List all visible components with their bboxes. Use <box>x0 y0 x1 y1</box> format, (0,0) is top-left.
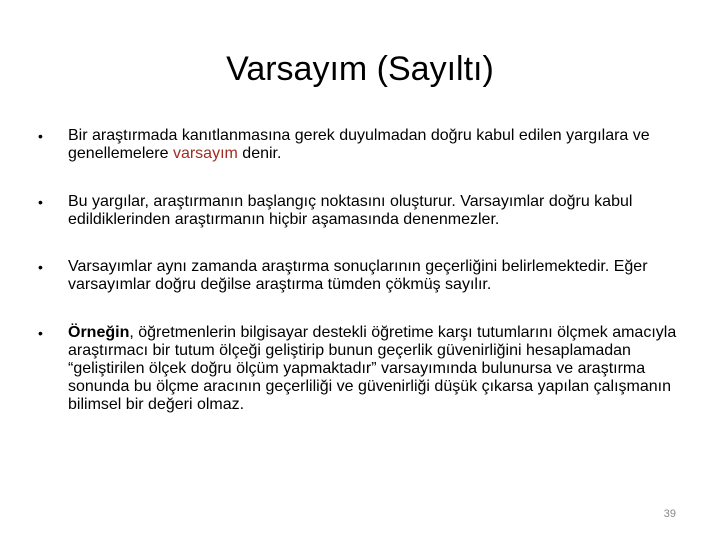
bullet-icon: • <box>38 259 43 275</box>
highlighted-term: varsayım <box>172 145 238 162</box>
bullet-text-rest: , öğretmenlerin bilgisayar destekli öğretime karşı tutumlarını ölçmek amacıyla araştırmacı bir tutum ölçeği geliştirip bunun geçerlik güvenirliğini hesaplamadan “geliştirilen ölçek doğru ölçüm yapmaktadır” varsayımında bulunursa ve araştırma sonunda bu ölçme aracının geçerliliği ve güvenirliği düşük çıkarsa yapılan çalışmanın bilimsel bir değeri olmaz. <box>68 324 677 413</box>
bullet-text-end: denir. <box>237 145 282 162</box>
bullet-list <box>38 127 688 444</box>
bullet-text <box>68 127 650 162</box>
bullet-icon: • <box>38 325 43 341</box>
bullet-text: Bu yargılar, araştırmanın başlangıç noktasını oluşturur. Varsayımlar doğru kabul edildiklerinden araştırmanın hiçbir aşamasında denenmezler. <box>68 193 633 228</box>
bold-lead-word: Örneğin <box>68 324 130 341</box>
page-number: 39 <box>663 508 676 520</box>
slide-title: Varsayım (Sayıltı) <box>226 50 494 88</box>
bullet-icon: • <box>38 128 43 144</box>
bullet-text: Varsayımlar aynı zamanda araştırma sonuçlarının geçerliğini belirlemektedir. Eğer varsayımlar doğru değilse araştırma tümden çökmüş sayılır. <box>68 258 648 293</box>
bullet-icon: • <box>38 194 43 210</box>
bullet-item-validity <box>38 258 688 294</box>
bullet-item-example <box>38 324 688 414</box>
bullet-item-starting-point <box>38 193 688 229</box>
bullet-item-definition <box>38 127 688 163</box>
bullet-text-start: Bir araştırmada kanıtlanmasına gerek duyulmadan doğru kabul edilen yargılara ve genellemelere <box>68 127 650 162</box>
bullet-text <box>68 324 676 413</box>
